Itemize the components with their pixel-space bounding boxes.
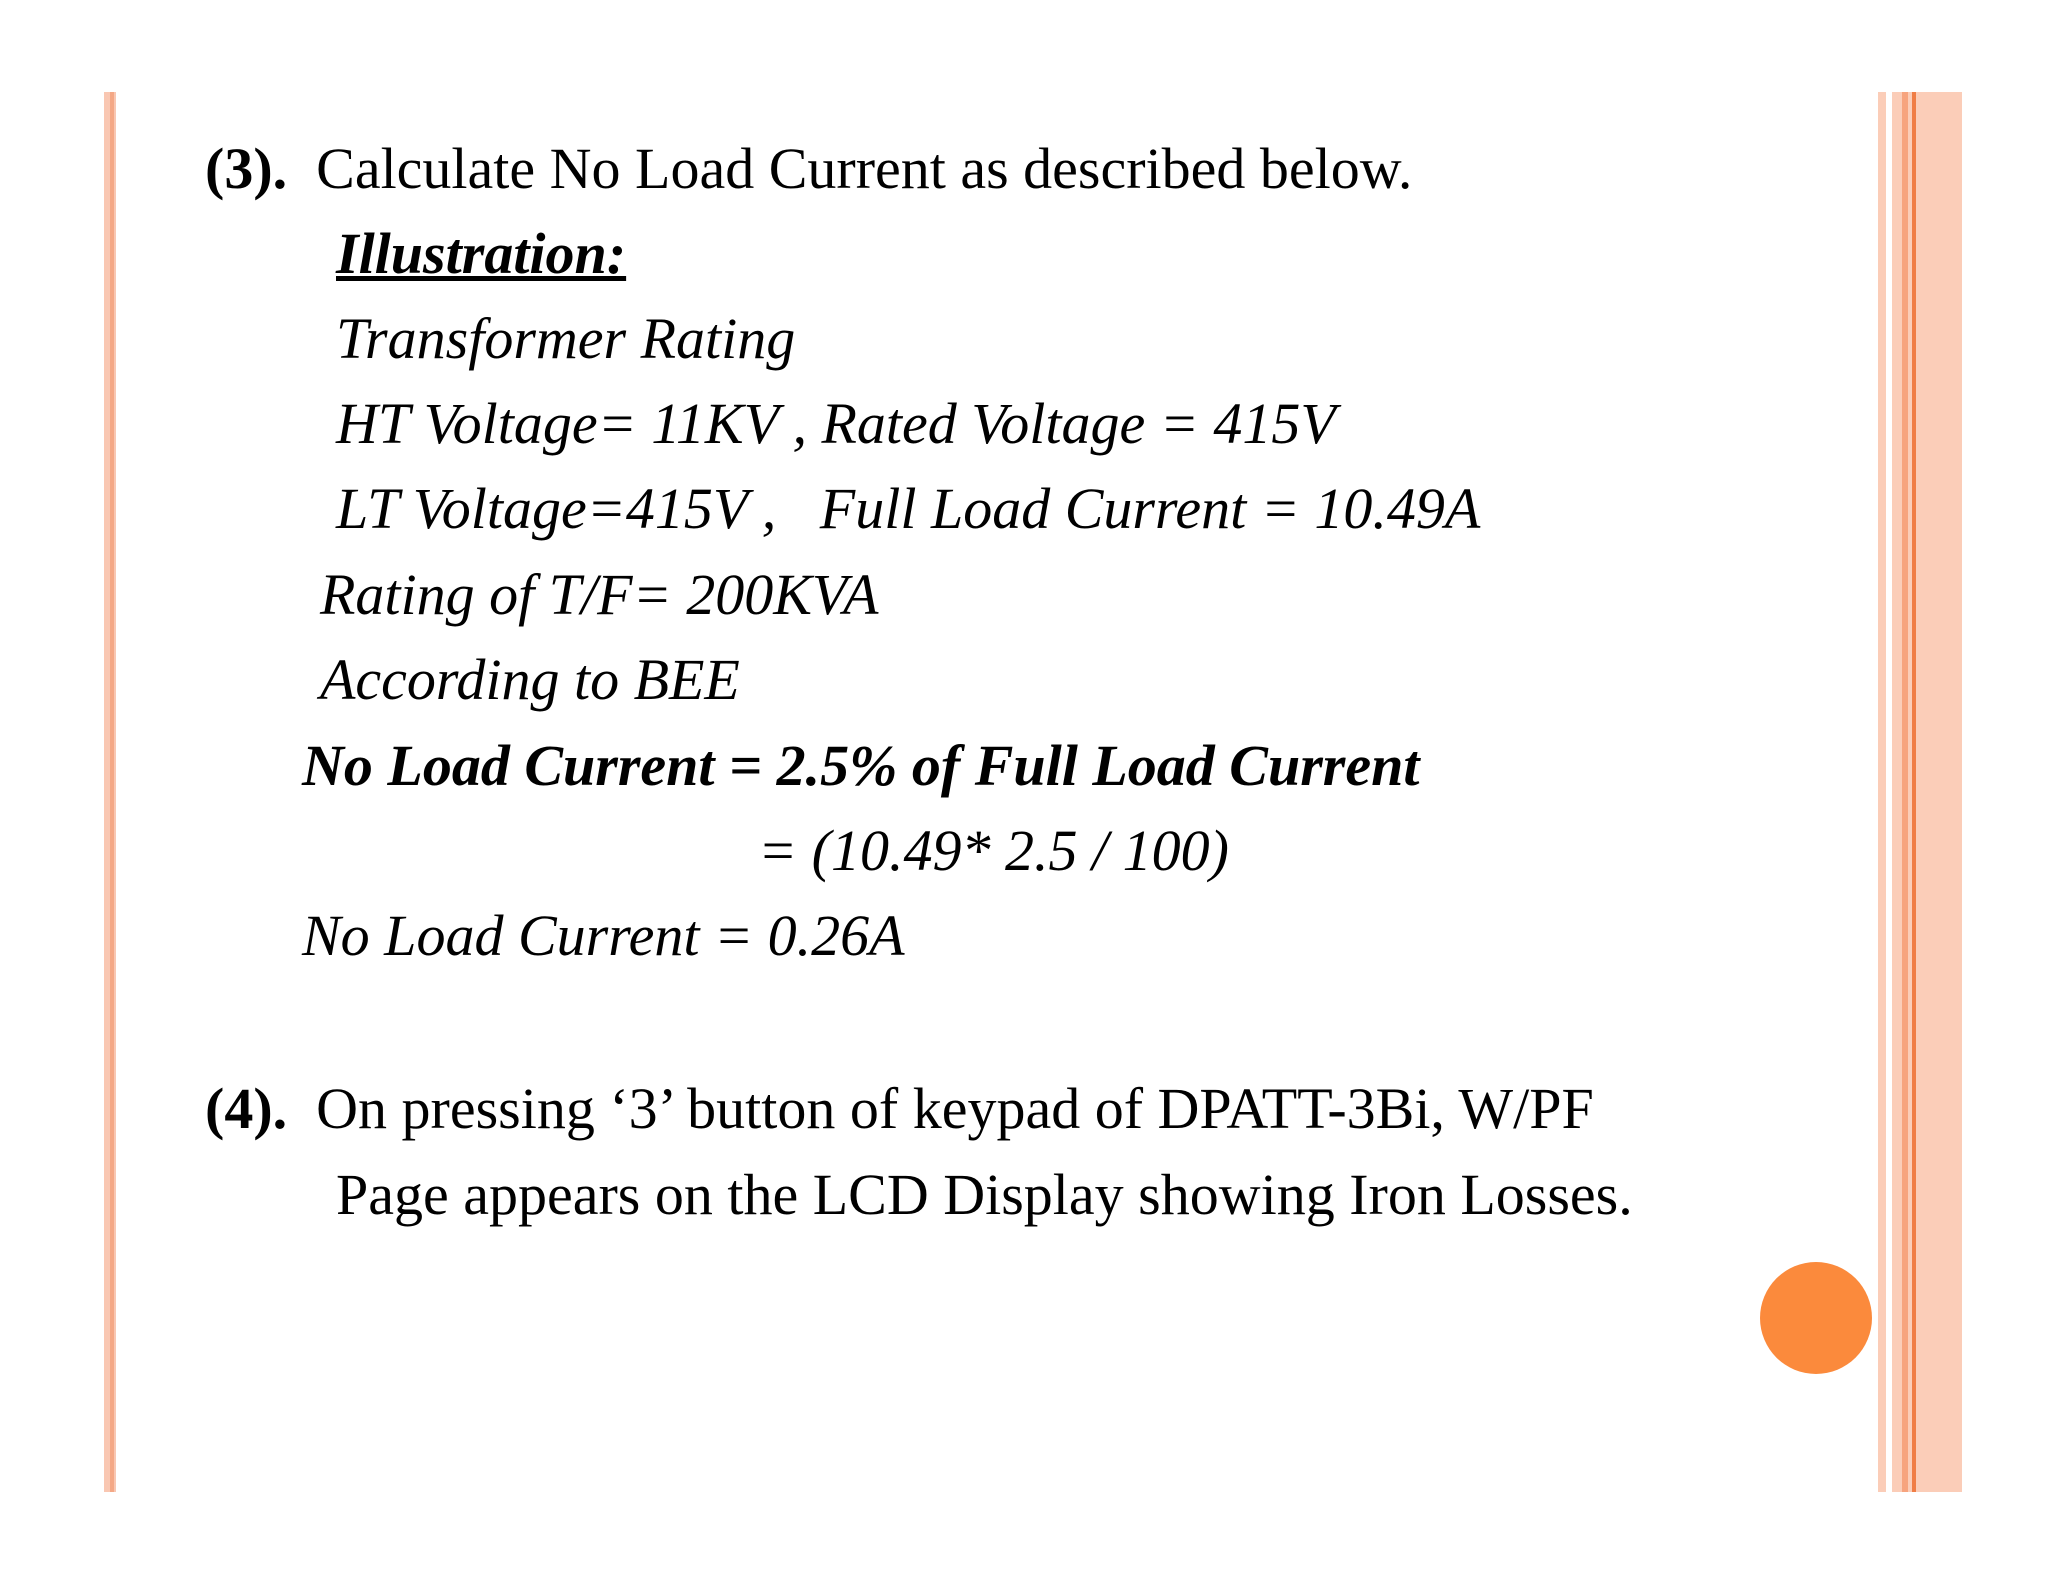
lt-voltage-line: LT Voltage=415V , Full Load Current = 10.49A	[336, 476, 1481, 541]
no-load-formula: No Load Current = 2.5% of Full Load Current	[302, 733, 1420, 798]
section4-line2: Page appears on the LCD Display showing Iron Losses.	[336, 1162, 1633, 1227]
section4-text1: On pressing ‘3’ button of keypad of DPATT-3Bi, W/PF	[316, 1076, 1594, 1141]
right-border-stripe-dark	[1912, 92, 1916, 1492]
ht-voltage-line: HT Voltage= 11KV , Rated Voltage = 415V	[336, 391, 1336, 456]
illustration-label: Illustration:	[336, 221, 627, 286]
right-border-stripe-white	[1886, 92, 1892, 1492]
section4-line1	[205, 1074, 1594, 1144]
left-border-stripe	[110, 92, 114, 1492]
section3-number: (3).	[205, 136, 288, 201]
tf-rating-line: Rating of T/F= 200KVA	[320, 562, 879, 627]
no-load-calculation: = (10.49* 2.5 / 100)	[758, 818, 1229, 883]
section3-heading-line	[205, 134, 1412, 204]
no-load-result: No Load Current = 0.26A	[302, 903, 905, 968]
transformer-rating-line: Transformer Rating	[336, 306, 796, 371]
bee-line: According to BEE	[320, 647, 740, 712]
right-border-stripe-light	[1902, 92, 1908, 1492]
orange-circle-decoration	[1760, 1262, 1872, 1374]
section4-number: (4).	[205, 1076, 288, 1141]
section3-heading: Calculate No Load Current as described below.	[316, 136, 1413, 201]
